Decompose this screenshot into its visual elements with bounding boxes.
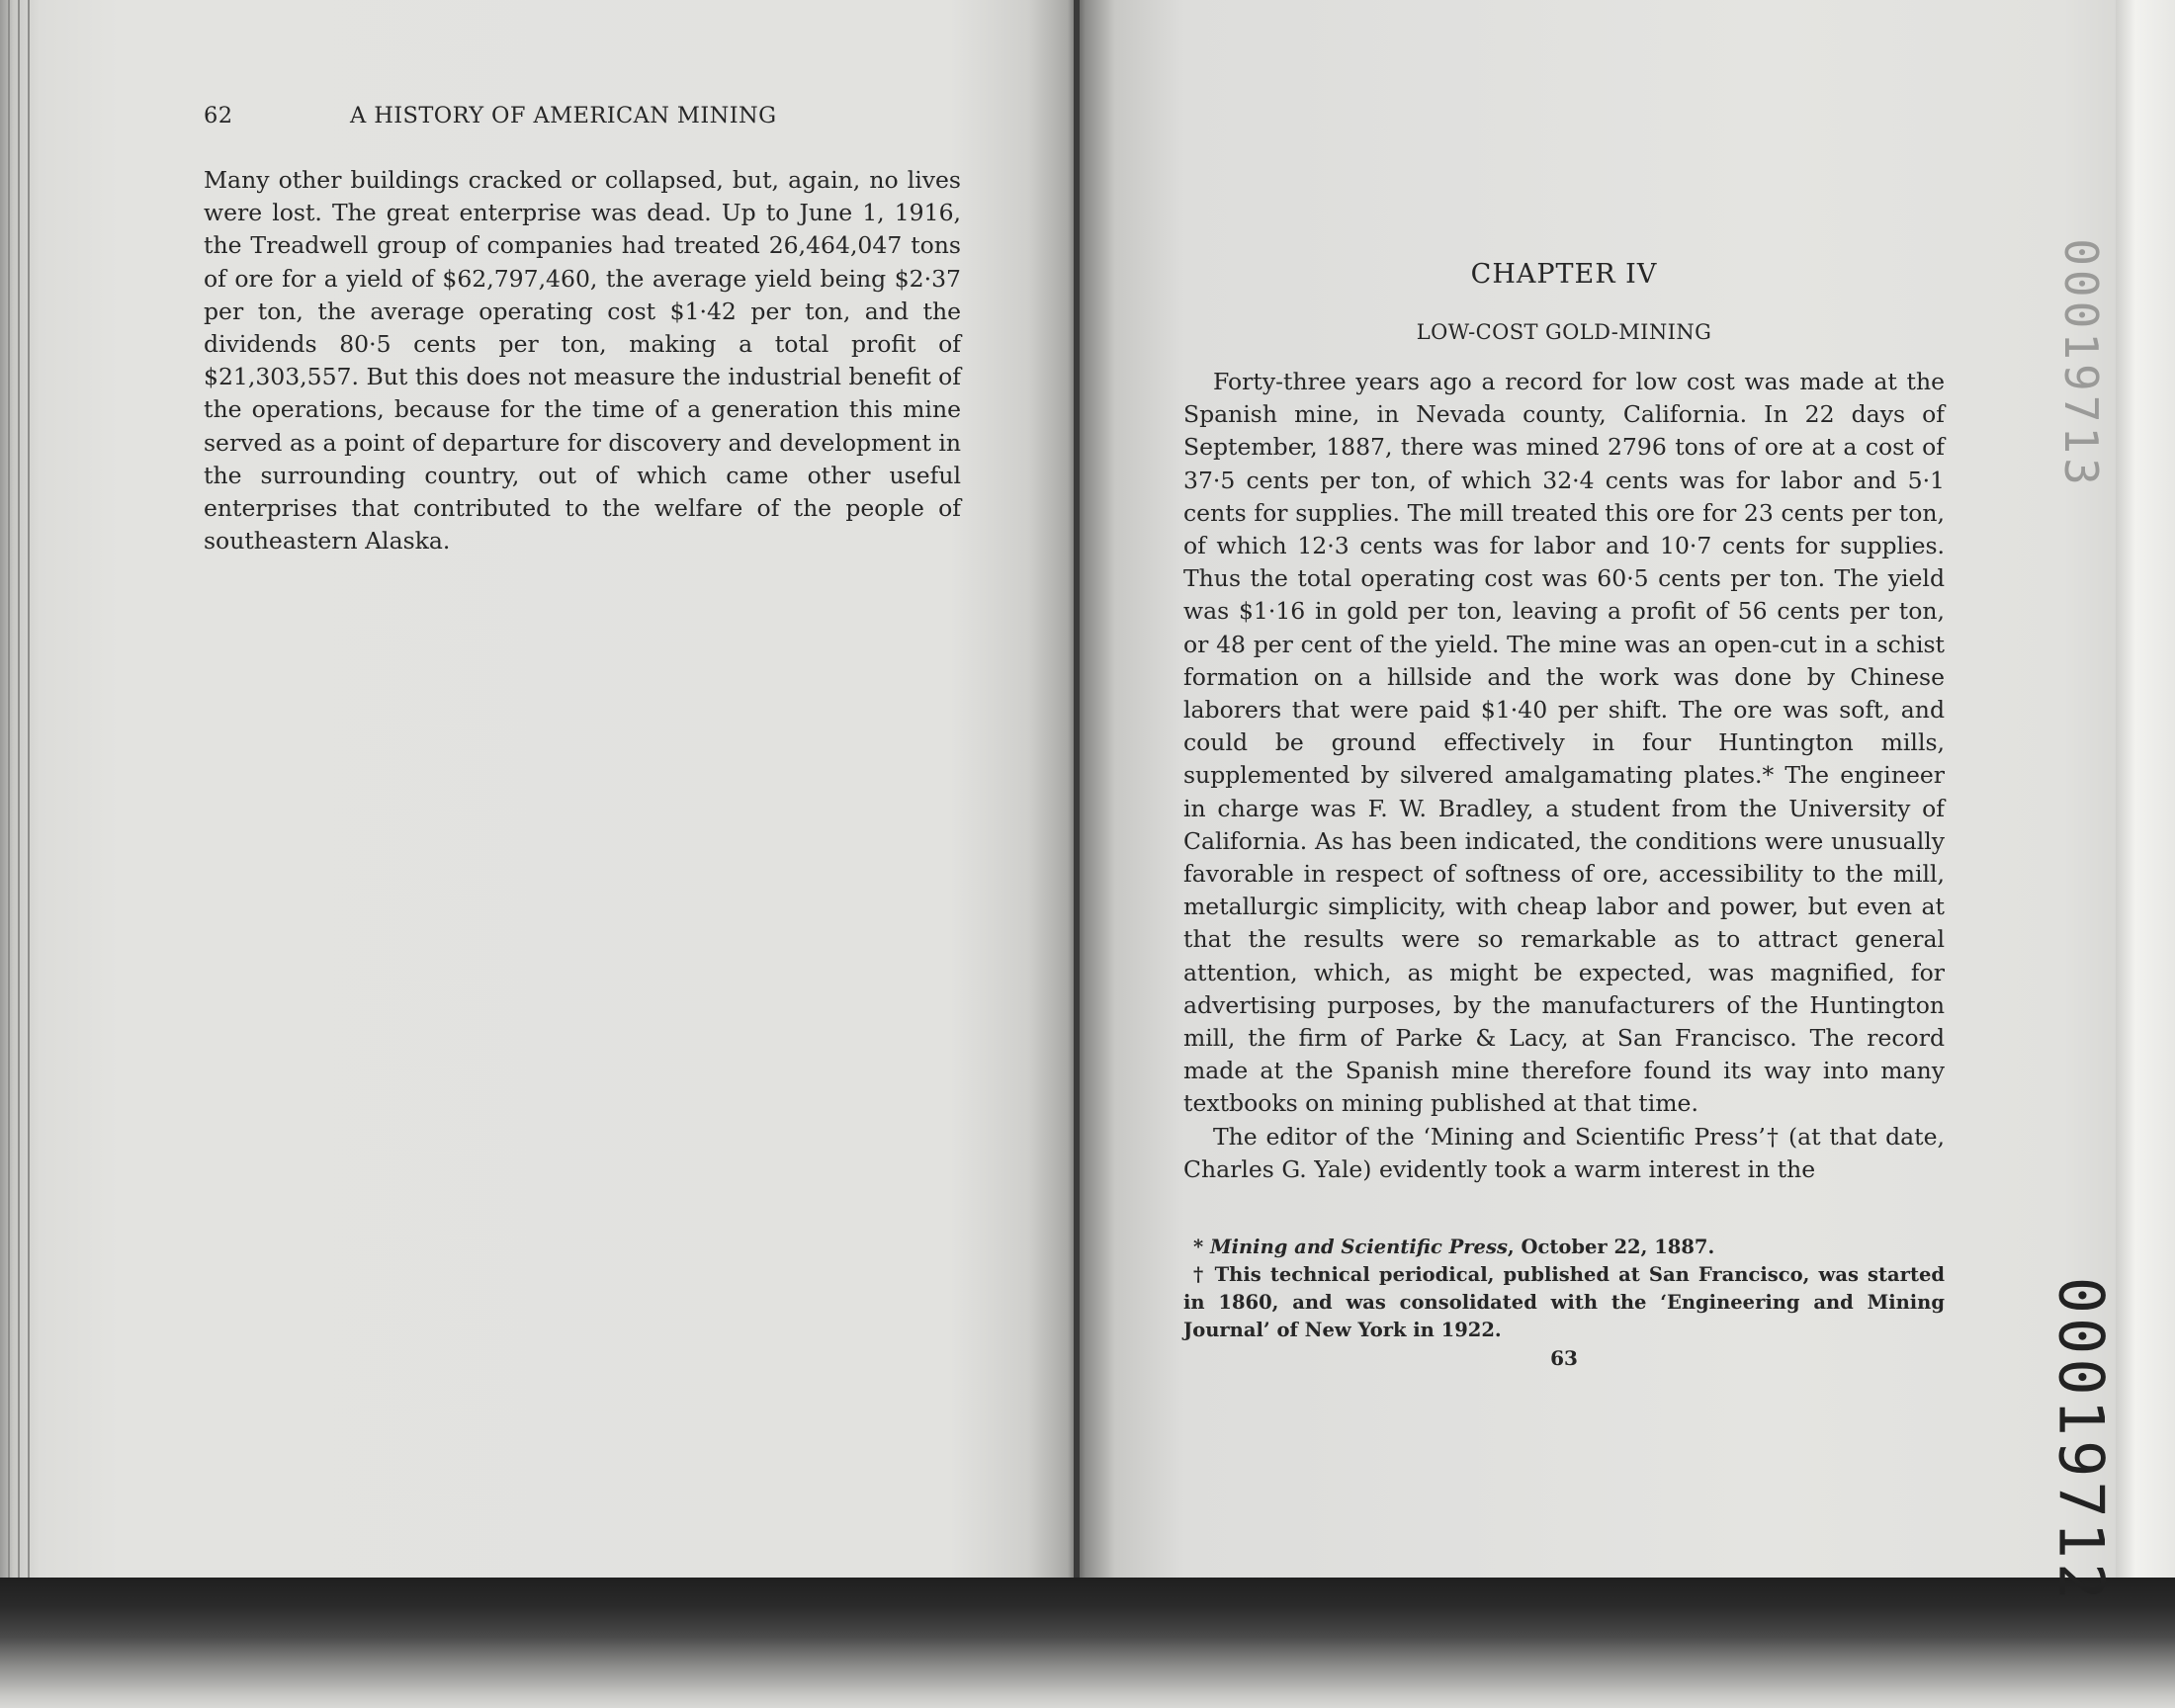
scanner-shadow bbox=[0, 1578, 2175, 1708]
left-page-number: 62 bbox=[204, 103, 233, 128]
faint-archive-stamp bbox=[2042, 238, 2121, 489]
faint-stamp-number: 00019713 bbox=[2054, 238, 2108, 489]
right-paragraph-1: Forty-three years ago a record for low cost was made at the Spanish mine, in Nevada county, California. In 22 days of September, 1887, there was mined 2796 tons of ore at a cost of 37·5 cents per ton, of which 32·4 cents was for labor and 5·1 cents for supplies. The mill treated this ore for 23 cents per ton, of which 12·3 cents was for labor and 10·7 cents for supplies. Thus the total operating cost was 60·5 cents per ton. The yield was $1·16 in gold per ton, leaving a profit of 56 cents per ton, or 48 per cent of the yield. The mine was an open-cut in a schist formation on a hillside and the work was done by Chinese laborers that were paid $1·40 per shift. The ore was soft, and could be ground effectively in four Huntington mills, supplemented by silvered amalgamating plates.* The engineer in charge was F. W. Bradley, a student from the University of California. As has been indicated, the conditions were unusually favorable in respect of softness of ore, accessibility to the mill, metallurgic simplicity, with cheap labor and power, but even at that the results were so remarkable as to attract general attention, which, as might be expected, was magnified, for advertising purposes, by the manufacturers of the Huntington mill, the firm of Parke & Lacy, at San Francisco. The record made at the Spanish mine therefore found its way into many textbooks on mining published at that time. bbox=[1183, 368, 1945, 1118]
stamp-number: 00019712 bbox=[2044, 1276, 2118, 1604]
left-body-text bbox=[204, 164, 961, 557]
footnote-1-marker: * bbox=[1193, 1236, 1210, 1258]
archive-stamp bbox=[2022, 1276, 2140, 1604]
footnote-1-rest: , October 22, 1887. bbox=[1507, 1236, 1715, 1258]
book-spine bbox=[1074, 0, 1080, 1581]
right-page-number: 63 bbox=[1550, 1346, 1578, 1370]
left-running-head bbox=[204, 103, 961, 136]
running-head-title: A HISTORY OF AMERICAN MINING bbox=[350, 103, 777, 128]
right-body-text bbox=[1183, 366, 1945, 1186]
left-paragraph-1: Many other buildings cracked or collapsed, but, again, no lives were lost. The great enterprise was dead. Up to June 1, 1916, the Treadwell group of companies had treated 26,464,047 tons of ore for a yield of $62,797,460, the average yield being $2·37 per ton, the average operating cost $1·42 per ton, and the dividends 80·5 cents per ton, making a total profit of $21,303,557. But this does not measure the industrial benefit of the operations, because for the time of a generation this mine served as a point of departure for discovery and development in the surrounding country, out of which came other useful enterprises that contributed to the welfare of the people of southeastern Alaska. bbox=[204, 166, 961, 555]
page-edge-line bbox=[28, 0, 30, 1581]
page-edge-line bbox=[18, 0, 20, 1581]
footnotes bbox=[1183, 1234, 1945, 1344]
footnote-2: † This technical periodical, published at San Francisco, was started in 1860, and was consolidated with the ‘Engineering and Mining Journal’ of New York in 1922. bbox=[1183, 1263, 1945, 1341]
footnote-1 bbox=[1183, 1234, 1945, 1261]
chapter-subtitle: LOW-COST GOLD-MINING bbox=[1416, 320, 1712, 344]
chapter-title: CHAPTER IV bbox=[1470, 259, 1658, 290]
right-paragraph-2: The editor of the ‘Mining and Scientific Press’† (at that date, Charles G. Yale) evidently took a warm interest in the bbox=[1183, 1122, 1945, 1183]
footnote-1-title: Mining and Scientific Press bbox=[1210, 1236, 1508, 1258]
page-edge-line bbox=[8, 0, 10, 1581]
